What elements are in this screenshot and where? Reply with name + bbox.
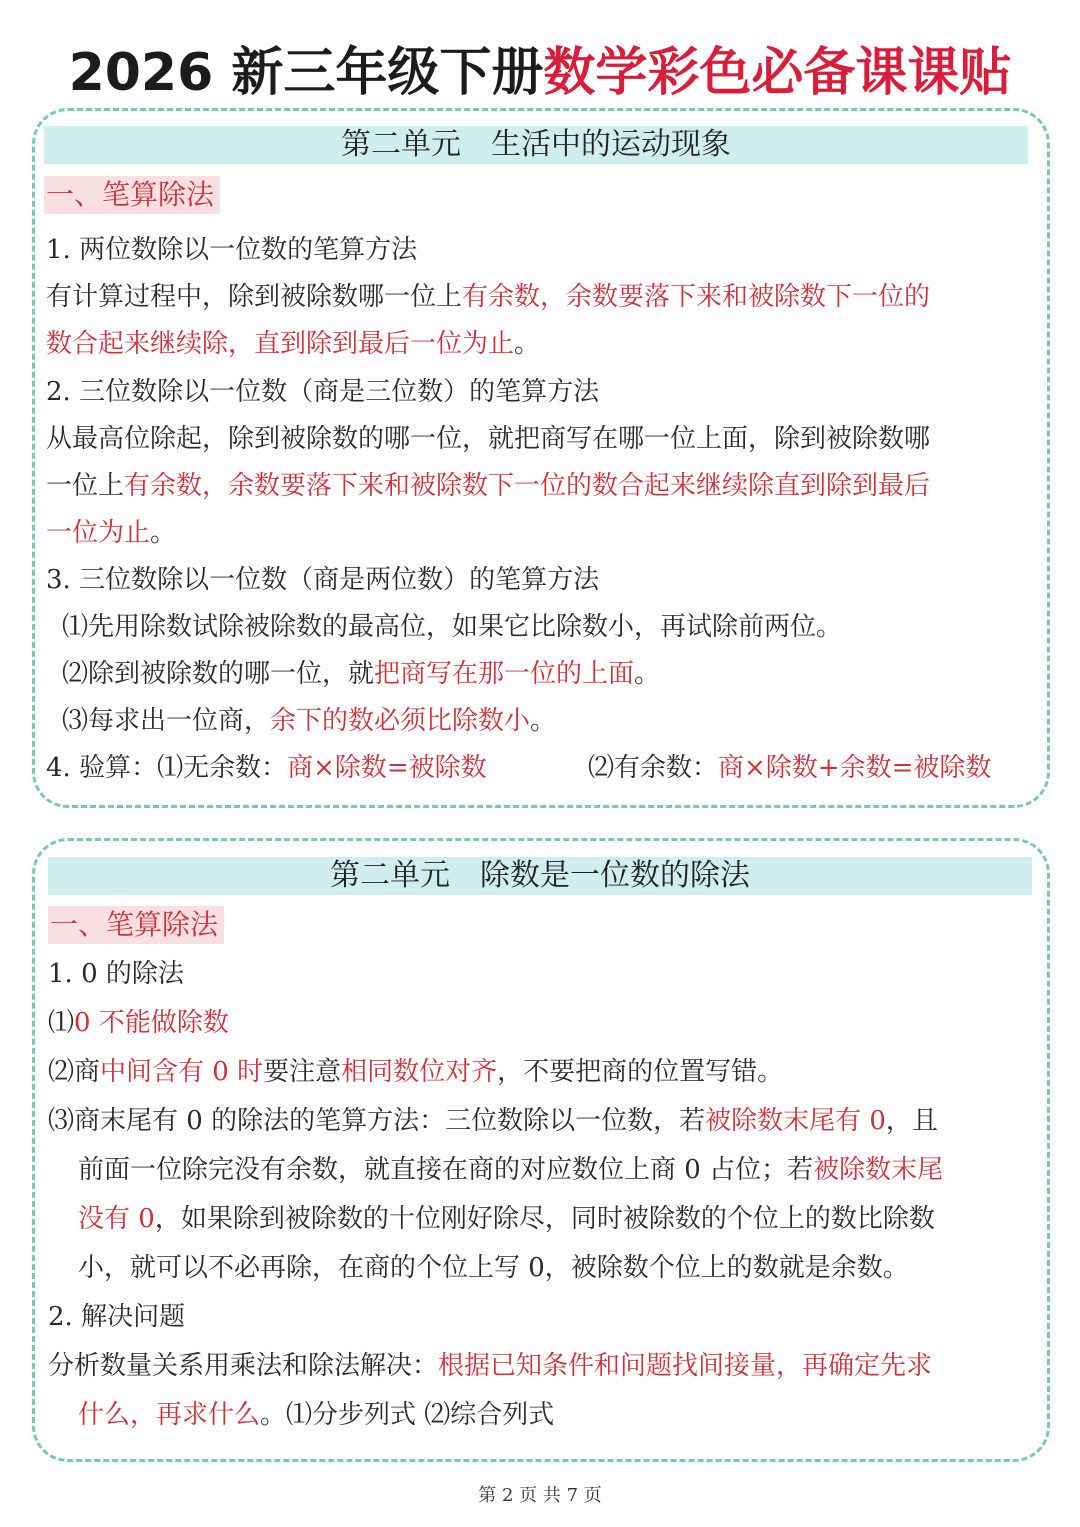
card2-zero-3-line3 (78, 1203, 935, 1235)
card2-zero-2 (48, 1056, 783, 1088)
card2-zero3-d: 前面一位除完没有余数，就直接在商的对应数位上商 0 占位；若 (78, 1155, 814, 1185)
card1-check-no-remainder (46, 752, 487, 784)
card1-check-formula1: 商×除数=被除数 (287, 753, 487, 783)
card1-step3-end: 。 (530, 706, 557, 736)
card2-zero3-a: ⑶商末尾有 0 的除法的笔算方法：三位数除以一位数，若 (48, 1106, 706, 1136)
page-footer: 第 2 页 共 7 页 (478, 1485, 602, 1506)
card1-heading-2: 2. 三位数除以一位数（商是三位数）的笔算方法 (46, 377, 600, 407)
card2-problem-line1 (48, 1350, 932, 1382)
card1-para2-red2: 一位为止 (46, 518, 151, 548)
card2-zero1-red: 0 不能做除数 (74, 1008, 229, 1038)
card1-para1-text: 有计算过程中，除到被除数哪一位上 (46, 282, 463, 312)
card1-para1-red2: 数合起来继续除，直到除到最后一位为止 (46, 329, 515, 359)
card2-zero3-b: 被除数末尾有 0 (705, 1106, 886, 1136)
card1-para1-line2 (46, 328, 540, 360)
card2-zero3-c: ，且 (885, 1106, 938, 1136)
card2-zero2-c: 要注意 (263, 1057, 342, 1087)
card2-zero2-d: 相同数位对齐 (341, 1057, 498, 1087)
card1-step2-text: ⑵除到被除数的哪一位，就 (62, 659, 375, 689)
card1-step2-end: 。 (634, 659, 661, 689)
card2-heading-2: 2. 解决问题 (48, 1302, 186, 1332)
card2-problem-a: 分析数量关系用乘法和除法解决： (48, 1351, 439, 1381)
card2-problem-d: 。⑴分步列式 ⑵综合列式 (260, 1400, 555, 1430)
card2-problem-c: 什么，再求什么 (78, 1400, 261, 1430)
card2-zero2-b: 中间含有 0 时 (100, 1057, 264, 1087)
card1-section-title: 一、笔算除法 (44, 176, 220, 214)
card1-step2-red: 把商写在那一位的上面 (374, 659, 635, 689)
card2-zero-3-line2 (78, 1154, 943, 1186)
card2-section-title: 一、笔算除法 (48, 906, 224, 944)
card2-zero3-f: 没有 0 (78, 1204, 155, 1234)
card2-zero2-a: ⑵商 (48, 1057, 101, 1087)
card1-para2-line3 (46, 517, 176, 549)
card1-step3-text: ⑶每求出一位商， (62, 706, 271, 736)
page-title (0, 38, 1080, 108)
card2-zero1-num: ⑴ (48, 1008, 75, 1038)
card2-zero-3-line1 (48, 1105, 938, 1137)
card2-zero2-e: ，不要把商的位置写错。 (497, 1057, 784, 1087)
card1-para2-line2 (46, 470, 930, 502)
card2-zero3-e: 被除数末尾 (813, 1155, 944, 1185)
card1-heading-1: 1. 两位数除以一位数的笔算方法 (46, 235, 418, 265)
card1-para1-red: 有余数，余数要落下来和被除数下一位的 (462, 282, 931, 312)
card1-check-formula2: 商×除数+余数=被除数 (718, 753, 992, 783)
card2-problem-b: 根据已知条件和问题找间接量，再确定先求 (438, 1351, 933, 1381)
card2-zero-3-line4: 小，就可以不必再除，在商的个位上写 0，被除数个位上的数就是余数。 (78, 1253, 909, 1283)
title-black: 2026 新三年级下册 (68, 43, 544, 103)
card1-step3-red: 余下的数必须比除数小 (270, 706, 531, 736)
card1-para1-end: 。 (514, 329, 541, 359)
card1-para2-red: 有余数，余数要落下来和被除数下一位的数合起来继续除直到除到最后 (124, 471, 931, 501)
card2-heading-1: 1. 0 的除法 (48, 959, 184, 989)
card2-zero-1 (48, 1007, 229, 1039)
card2-banner: 第二单元 除数是一位数的除法 (48, 857, 1032, 895)
card1-check-label2: ⑵有余数： (588, 753, 719, 783)
card2-zero3-g: ，如果除到被除数的十位刚好除尽，同时被除数的个位上的数比除数 (154, 1204, 935, 1234)
card1-check-with-remainder (588, 752, 991, 784)
card1-para1-line1 (46, 281, 930, 313)
title-red: 数学彩色必备课课贴 (543, 43, 1012, 103)
card1-step-3 (62, 705, 556, 737)
card1-para2-line1: 从最高位除起，除到被除数的哪一位，就把商写在哪一位上面，除到被除数哪 (46, 424, 931, 454)
card1-step-1: ⑴先用除数试除被除数的最高位，如果它比除数小，再试除前两位。 (62, 612, 843, 642)
card1-para2-text: 一位上 (46, 471, 125, 501)
card2-problem-line2 (78, 1399, 554, 1431)
card1-banner: 第二单元 生活中的运动现象 (44, 126, 1028, 164)
card1-heading-3: 3. 三位数除以一位数（商是两位数）的笔算方法 (46, 565, 600, 595)
card1-para2-end: 。 (150, 518, 177, 548)
card1-step-2 (62, 658, 660, 690)
card1-check-label: 4. 验算：⑴无余数： (46, 753, 288, 783)
